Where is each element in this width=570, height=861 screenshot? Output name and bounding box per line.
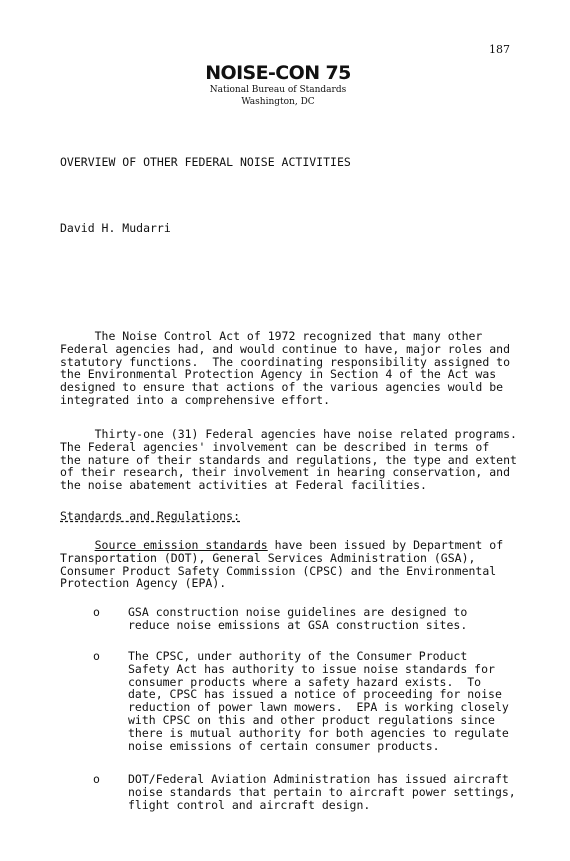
bullet-marker: o	[93, 649, 100, 663]
bullet-faa: DOT/Federal Aviation Administration has issued aircraft noise standards that pertain to aircraft power settings, flight control and aircraft design.	[128, 772, 516, 812]
source-emission-term: Source emission standards	[94, 538, 268, 552]
conference-masthead	[178, 62, 378, 108]
bullet-marker: o	[93, 772, 100, 786]
venue-location: Washington, DC	[241, 97, 315, 107]
page-number: 187	[489, 43, 510, 56]
venue-name: National Bureau of Standards	[209, 85, 347, 95]
bullet-marker: o	[93, 605, 100, 619]
paragraph-source-emission	[60, 539, 503, 590]
section-heading: Standards and Regulations:	[60, 509, 241, 523]
bullet-gsa: GSA construction noise guidelines are designed to reduce noise emissions at GSA construction sites.	[128, 605, 468, 632]
paragraph-text: have been issued by Department of Transportation (DOT), General Services Administration (GSA), Consumer Product Safety Commission (CPSC) and the Environmental Protection Agency (EPA).	[60, 538, 504, 591]
paragraph-noise-control-act: The Noise Control Act of 1972 recognized that many other Federal agencies had, and would continue to have, major roles and statutory functions. The coordinating responsibility assigned to the Environmental Protection Agency in Section 4 of the Act was designed to ensure that actions of the various agencies would be integrated into a comprehensive effort.	[60, 329, 511, 407]
paper-title: OVERVIEW OF OTHER FEDERAL NOISE ACTIVITIES	[60, 155, 351, 169]
paragraph-federal-agencies: Thirty-one (31) Federal agencies have noise related programs. The Federal agencies' involvement can be described in terms of the nature of their standards and regulations, the type and extent of their research, their involvement in hearing conservation, and the noise abatement activities at Federal facilities.	[60, 427, 517, 493]
bullet-cpsc: The CPSC, under authority of the Consumer Product Safety Act has authority to issue noise standards for consumer products where a safety hazard exists. To date, CPSC has issued a notice of proceeding for noise reduction of power lawn mowers. EPA is working closely with CPSC on this and other product regulations since there is mutual authority for both agencies to regulate noise emissions of certain consumer products.	[128, 649, 509, 753]
author-name: David H. Mudarri	[60, 221, 171, 235]
conference-title: NOISE-CON 75	[205, 62, 351, 84]
